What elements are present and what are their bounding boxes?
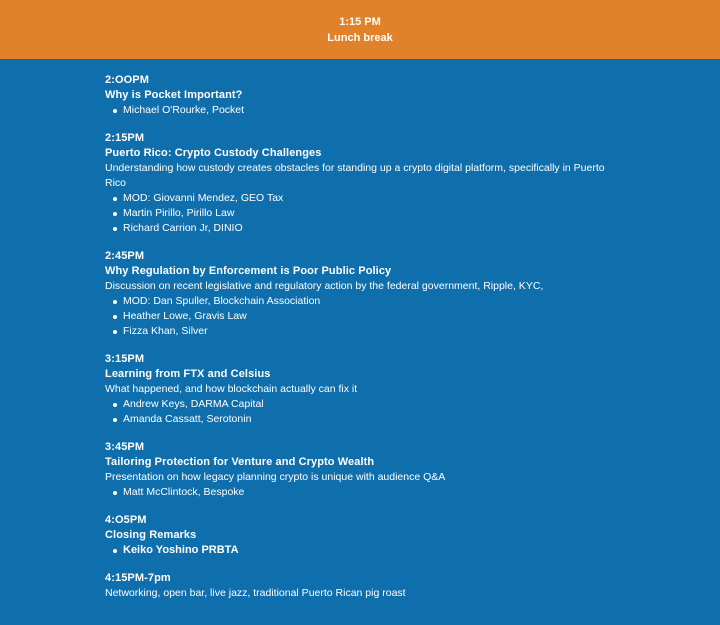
session-time: 3:15PM	[105, 353, 145, 365]
agenda-session	[105, 571, 705, 601]
agenda-session	[105, 73, 705, 118]
speaker-item: Matt McClintock, Bespoke	[105, 485, 705, 500]
speaker-item: Amanda Cassatt, Serotonin	[105, 412, 705, 427]
banner-time: 1:15 PM	[339, 16, 381, 28]
agenda-session	[105, 131, 705, 236]
speaker-list	[105, 543, 705, 558]
session-description: Discussion on recent legislative and regulatory action by the federal government, Ripple, KYC,	[105, 280, 544, 292]
speaker-list	[105, 294, 705, 339]
session-time: 2:45PM	[105, 250, 145, 262]
speaker-item: MOD: Giovanni Mendez, GEO Tax	[105, 191, 705, 206]
session-time: 4:O5PM	[105, 514, 147, 526]
session-description: What happened, and how blockchain actually can fix it	[105, 383, 358, 395]
agenda-session	[105, 352, 705, 427]
agenda-session	[105, 440, 705, 500]
speaker-item: Martin Pirillo, Pirillo Law	[105, 206, 705, 221]
speaker-list	[105, 191, 705, 236]
session-time: 2:OOPM	[105, 74, 149, 86]
session-title: Why is Pocket Important?	[105, 89, 243, 101]
speaker-item: Heather Lowe, Gravis Law	[105, 309, 705, 324]
agenda-list	[105, 73, 705, 614]
session-time: 2:15PM	[105, 132, 145, 144]
speaker-item: Keiko Yoshino PRBTA	[105, 543, 705, 558]
speaker-item: Richard Carrion Jr, DINIO	[105, 221, 705, 236]
session-time: 3:45PM	[105, 441, 145, 453]
session-title: Puerto Rico: Crypto Custody Challenges	[105, 147, 322, 159]
session-description: Presentation on how legacy planning crypto is unique with audience Q&A	[105, 471, 446, 483]
speaker-item: Andrew Keys, DARMA Capital	[105, 397, 705, 412]
speaker-item: Michael O'Rourke, Pocket	[105, 103, 705, 118]
session-description: Networking, open bar, live jazz, traditional Puerto Rican pig roast	[105, 587, 406, 599]
agenda-session	[105, 513, 705, 558]
session-title: Tailoring Protection for Venture and Crypto Wealth	[105, 456, 375, 468]
session-title: Learning from FTX and Celsius	[105, 368, 271, 380]
session-title: Why Regulation by Enforcement is Poor Public Policy	[105, 265, 392, 277]
session-description: Understanding how custody creates obstacles for standing up a crypto digital platform, specifically in Puerto Rico	[105, 162, 605, 189]
speaker-item: MOD: Dan Spuller, Blockchain Association	[105, 294, 705, 309]
session-title: Closing Remarks	[105, 529, 197, 541]
agenda-session	[105, 249, 705, 339]
speaker-list	[105, 397, 705, 427]
lunch-break-banner	[0, 0, 720, 59]
banner-title: Lunch break	[327, 32, 393, 44]
session-time: 4:15PM-7pm	[105, 572, 171, 584]
speaker-item: Fizza Khan, Silver	[105, 324, 705, 339]
speaker-list	[105, 485, 705, 500]
speaker-list	[105, 103, 705, 118]
